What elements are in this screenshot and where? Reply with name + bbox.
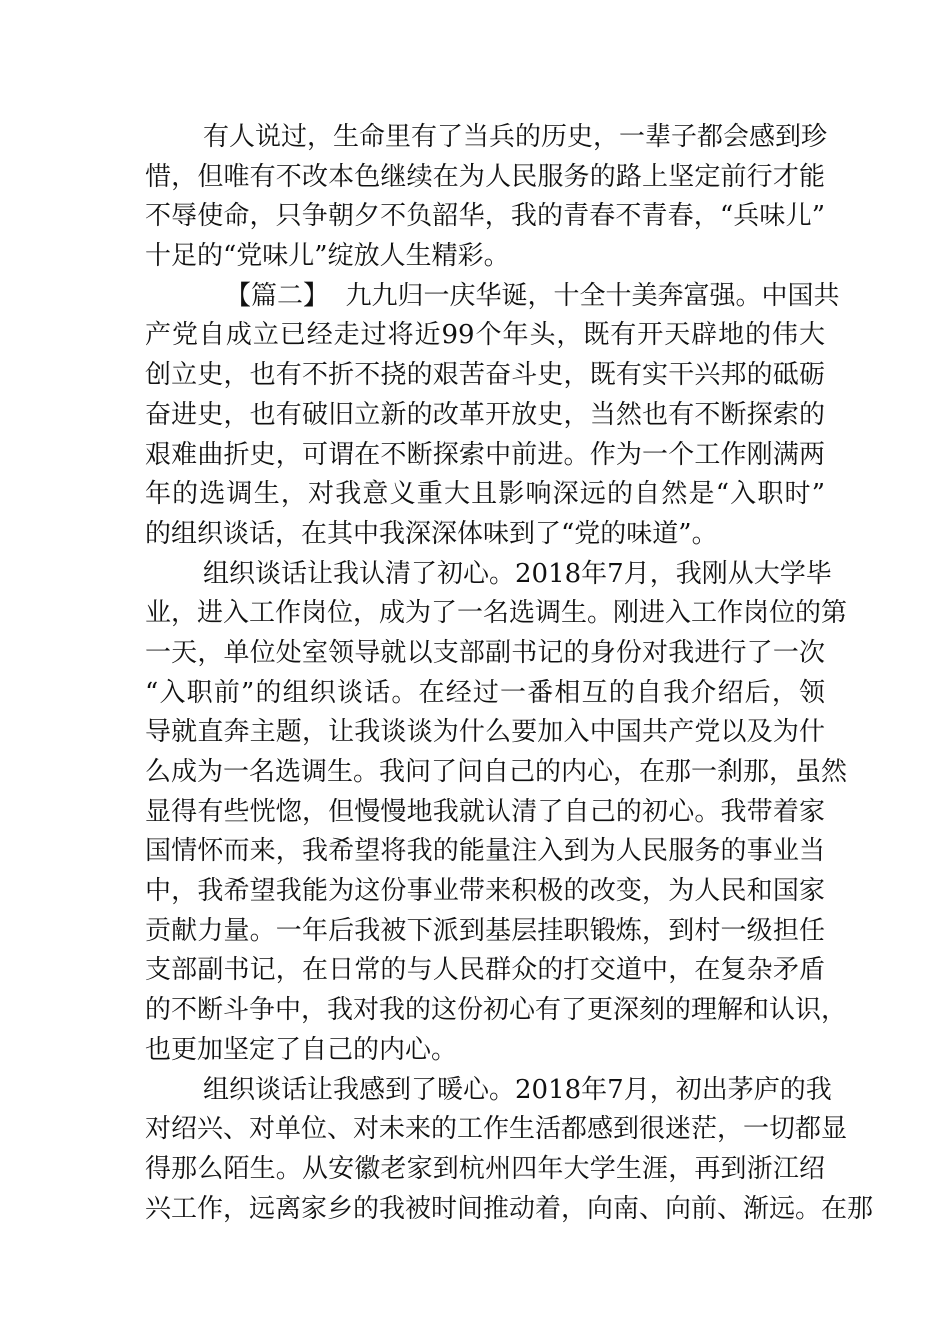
text-line: 组织谈话让我感到了暖心。2018年7月，初出茅庐的我 [203,1074,832,1105]
text-line: 也更加坚定了自己的内心。 [145,1034,458,1065]
text-line: 的组织谈话，在其中我深深体味到了“党的味道”。 [145,518,718,549]
document-body [145,118,874,1229]
text-line: 组织谈话让我认清了初心。2018年7月，我刚从大学毕 [203,558,832,589]
text-line: 惜，但唯有不改本色继续在为人民服务的路上坚定前行才能 [145,161,825,192]
text-line: 年的选调生，对我意义重大且影响深远的自然是“入职时” [145,479,825,510]
text-line: 奋进史，也有破旧立新的改革开放史，当然也有不断探索的 [145,399,825,430]
text-line: 支部副书记，在日常的与人民群众的打交道中，在复杂矛盾 [145,955,825,986]
text-line: 么成为一名选调生。我问了问自己的内心，在那一刹那，虽然 [145,757,848,787]
text-line: 得那么陌生。从安徽老家到杭州四年大学生涯，再到浙江绍 [145,1153,825,1184]
text-line: 创立史，也有不折不挠的艰苦奋斗史，既有实干兴邦的砥砺 [145,360,825,391]
text-line: 显得有些恍惚，但慢慢地我就认清了自己的初心。我带着家 [145,796,825,827]
text-line: 业，进入工作岗位，成为了一名选调生。刚进入工作岗位的第 [145,598,848,629]
text-line: 艰难曲折史，可谓在不断探索中前进。作为一个工作刚满两 [145,439,825,470]
text-line: 国情怀而来，我希望将我的能量注入到为人民服务的事业当 [145,836,825,867]
text-line: “入职前”的组织谈话。在经过一番相互的自我介绍后，领 [145,677,825,708]
text-line: 导就直奔主题，让我谈谈为什么要加入中国共产党以及为什 [145,717,825,748]
text-line: 兴工作，远离家乡的我被时间推动着，向南、向前、渐远。在那 [145,1193,874,1224]
text-line: 产党自成立已经走过将近99个年头，既有开天辟地的伟大 [145,320,825,351]
text-line: 贡献力量。一年后我被下派到基层挂职锻炼，到村一级担任 [145,915,825,946]
section-heading-line: 【篇二】 九九归一庆华诞，十全十美奔富强。中国共 [225,280,840,311]
text-line: 十足的“党味儿”绽放人生精彩。 [145,241,510,272]
text-line: 对绍兴、对单位、对未来的工作生活都感到很迷茫，一切都显 [145,1114,848,1145]
text-line: 一天，单位处室领导就以支部副书记的身份对我进行了一次 [145,637,825,668]
text-line: 中，我希望我能为这份事业带来积极的改变，为人民和国家 [145,876,825,907]
text-line: 不辱使命，只争朝夕不负韶华，我的青春不青春，“兵味儿” [145,201,825,232]
text-line: 的不断斗争中，我对我的这份初心有了更深刻的理解和认识， [145,995,848,1026]
text-line: 有人说过，生命里有了当兵的历史，一辈子都会感到珍 [203,122,828,152]
